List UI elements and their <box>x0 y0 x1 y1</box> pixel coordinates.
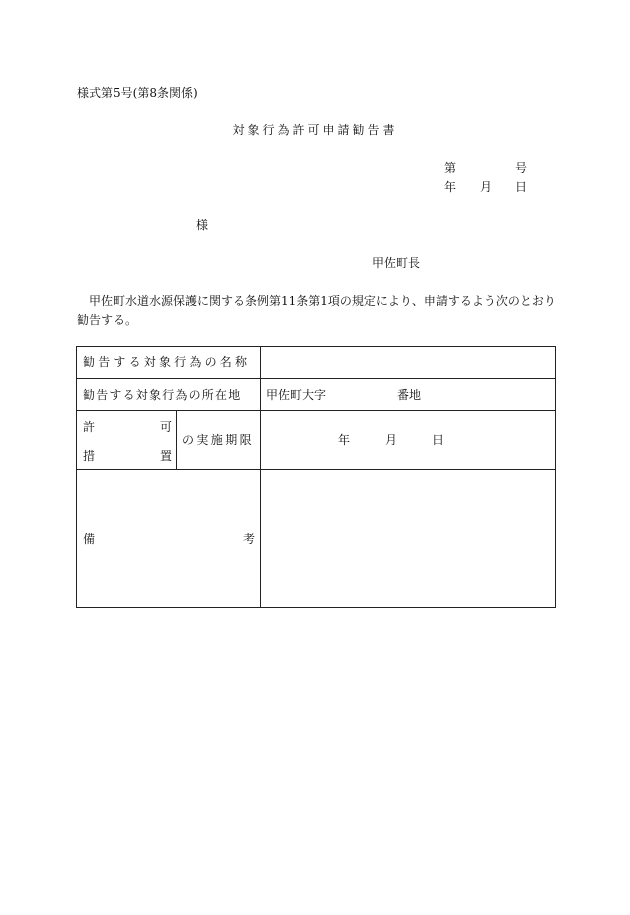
location-prefix: 甲佐町大字 <box>266 388 327 402</box>
addressee-honorific: 様 <box>196 218 209 232</box>
column-divider-deadline <box>176 410 177 469</box>
doc-number-prefix: 第 <box>444 161 457 175</box>
issuer-name: 甲佐町長 <box>372 256 421 270</box>
label-permit-char-1: 許 <box>83 420 96 434</box>
deadline-year-label: 年 <box>338 433 351 447</box>
doc-number-suffix: 号 <box>515 161 528 175</box>
label-remarks-char-1: 備 <box>83 532 96 546</box>
label-remarks-char-2: 考 <box>243 532 256 546</box>
date-day-label: 日 <box>515 180 528 194</box>
column-divider-main <box>260 347 261 607</box>
date-year-label: 年 <box>444 180 457 194</box>
label-measure-char-2: 置 <box>160 449 173 463</box>
label-measure-char-1: 措 <box>83 449 96 463</box>
date-month-label: 月 <box>480 180 493 194</box>
form-number-label: 様式第5号(第8条関係) <box>77 86 198 100</box>
row-label-action-name: 勧告する対象行為の名称 <box>83 355 251 369</box>
label-permit-char-2: 可 <box>160 420 173 434</box>
row-label-action-location: 勧告する対象行為の所在地 <box>83 388 242 402</box>
row-divider-1 <box>77 378 555 379</box>
location-suffix: 番地 <box>397 388 422 402</box>
row-divider-2 <box>77 410 555 411</box>
deadline-month-label: 月 <box>385 433 398 447</box>
deadline-day-label: 日 <box>432 433 445 447</box>
body-paragraph: 甲佐町水道水源保護に関する条例第11条第1項の規定により、申請するよう次のとおり勧告する。 <box>77 294 556 327</box>
recommendation-form-table <box>76 346 556 608</box>
row-label-deadline: の実施期限 <box>182 433 255 447</box>
document-title: 対象行為許可申請勧告書 <box>232 123 398 137</box>
row-divider-3 <box>77 469 555 470</box>
